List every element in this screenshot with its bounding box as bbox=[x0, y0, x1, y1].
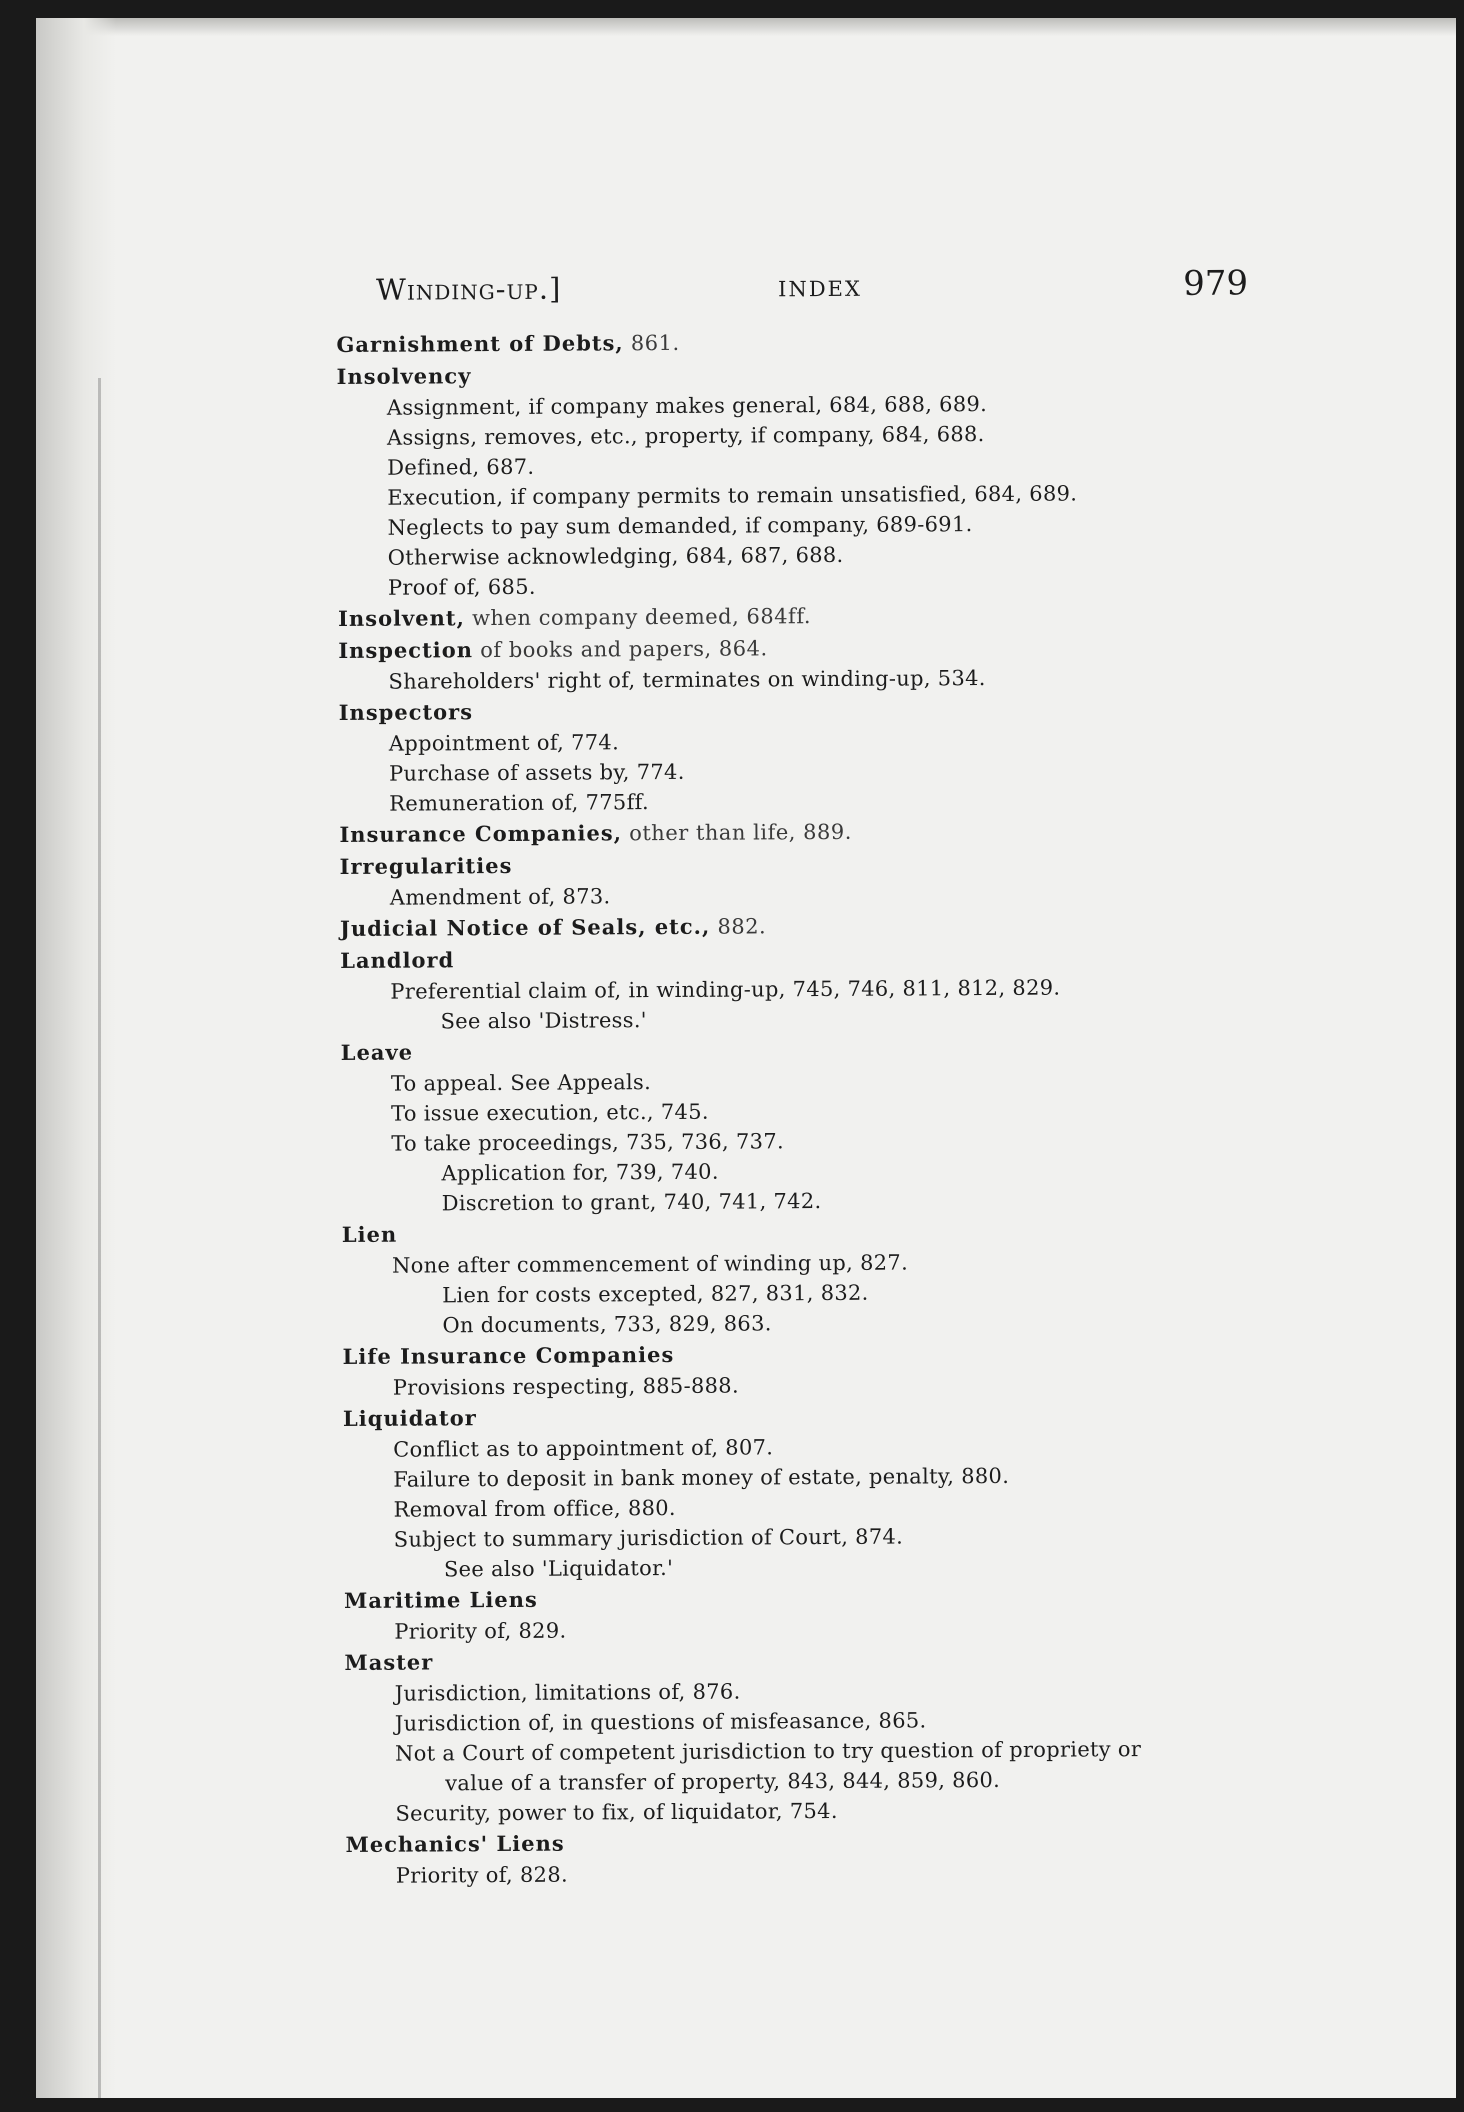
heading-reference: other than life, 889. bbox=[621, 819, 852, 846]
heading-reference: of books and papers, 864. bbox=[472, 636, 768, 663]
index-subentry: Security, power to fix, of liquidator, 754. bbox=[395, 1798, 838, 1826]
index-subentry: Proof of, 685. bbox=[387, 574, 536, 600]
index-subentry: Defined, 687. bbox=[387, 454, 535, 480]
index-subsubentry: See also 'Distress.' bbox=[440, 1008, 647, 1034]
index-subentry: Execution, if company permits to remain unsatisfied, 684, 689. bbox=[387, 481, 1078, 510]
heading-term: Life Insurance Companies bbox=[342, 1341, 675, 1369]
heading-term: Judicial Notice of Seals, etc., bbox=[339, 913, 711, 941]
index-subentry: Priority of, 829. bbox=[394, 1618, 567, 1644]
running-head: Winding-up.] bbox=[375, 271, 562, 307]
heading-term: Irregularities bbox=[339, 852, 513, 879]
index-subentry: Jurisdiction, limitations of, 876. bbox=[394, 1679, 741, 1706]
index-subsubentry: Discretion to grant, 740, 741, 742. bbox=[441, 1189, 822, 1216]
index-subentry: Removal from office, 880. bbox=[393, 1495, 676, 1522]
index-subentry: Otherwise acknowledging, 684, 687, 688. bbox=[387, 542, 844, 570]
page-header bbox=[336, 263, 1256, 329]
page-top-shadow bbox=[36, 18, 1456, 36]
index-subsubentry: value of a transfer of property, 843, 844, 859, 860. bbox=[445, 1767, 1001, 1796]
heading-term: Master bbox=[344, 1649, 434, 1675]
index-subentry: Not a Court of competent jurisdiction to try question of propriety or bbox=[394, 1737, 1142, 1766]
index-subentry: Purchase of assets by, 774. bbox=[388, 759, 685, 786]
index-subentry: To issue execution, etc., 745. bbox=[391, 1099, 709, 1126]
index-subentry: Neglects to pay sum demanded, if company, 689-691. bbox=[387, 512, 973, 540]
index-subentry: Failure to deposit in bank money of estate, penalty, 880. bbox=[393, 1463, 1010, 1492]
heading-term: Inspection bbox=[338, 637, 474, 663]
index-subentry: None after commencement of winding up, 827. bbox=[391, 1250, 909, 1278]
heading-term: Inspectors bbox=[338, 699, 474, 725]
heading-term: Lien bbox=[341, 1221, 398, 1247]
index-subentry: Appointment of, 774. bbox=[388, 730, 620, 756]
page-number: 979 bbox=[1183, 263, 1249, 304]
section-title: INDEX bbox=[778, 276, 862, 302]
index-entries bbox=[336, 323, 1266, 1891]
heading-term: Landlord bbox=[340, 947, 455, 973]
heading-term: Insolvent, bbox=[338, 605, 465, 631]
heading-term: Insolvency bbox=[336, 363, 472, 389]
heading-term: Mechanics' Liens bbox=[345, 1830, 565, 1857]
index-subentry: Assignment, if company makes general, 684, 688, 689. bbox=[386, 392, 988, 420]
index-subentry: Conflict as to appointment of, 807. bbox=[393, 1435, 774, 1462]
index-subsubentry: Lien for costs excepted, 827, 831, 832. bbox=[442, 1280, 869, 1308]
binding-edge bbox=[98, 378, 101, 2098]
index-subentry: To appeal. See Appeals. bbox=[390, 1070, 652, 1096]
index-subentry: Preferential claim of, in winding-up, 745, 746, 811, 812, 829. bbox=[390, 975, 1061, 1004]
index-subentry: Jurisdiction of, in questions of misfeasance, 865. bbox=[394, 1708, 927, 1736]
heading-reference: when company deemed, 684ff. bbox=[464, 604, 812, 631]
heading-term: Liquidator bbox=[342, 1405, 477, 1431]
index-subentry: Subject to summary jurisdiction of Court, 874. bbox=[393, 1524, 904, 1552]
index-subsubentry: See also 'Liquidator.' bbox=[443, 1555, 674, 1582]
index-subentry: To take proceedings, 735, 736, 737. bbox=[391, 1129, 784, 1156]
index-subentry: Remuneration of, 775ff. bbox=[389, 790, 649, 816]
scanned-page bbox=[36, 18, 1456, 2098]
heading-term: Garnishment of Debts, bbox=[336, 330, 624, 357]
heading-reference: 861. bbox=[623, 330, 680, 356]
heading-term: Leave bbox=[340, 1039, 414, 1065]
binding-shadow bbox=[36, 18, 116, 2098]
index-subentry: Shareholders' right of, terminates on winding-up, 534. bbox=[388, 666, 986, 694]
index-subentry: Assigns, removes, etc., property, if company, 684, 688. bbox=[386, 422, 985, 450]
index-text-block bbox=[336, 263, 1266, 1891]
index-subsubentry: Application for, 739, 740. bbox=[441, 1159, 719, 1186]
index-subentry: Priority of, 828. bbox=[395, 1862, 569, 1888]
index-subentry: Amendment of, 873. bbox=[389, 884, 611, 910]
index-subentry: Provisions respecting, 885-888. bbox=[392, 1373, 739, 1400]
heading-reference: 882. bbox=[710, 914, 767, 939]
heading-term: Maritime Liens bbox=[344, 1586, 538, 1613]
index-subsubentry: On documents, 733, 829, 863. bbox=[442, 1311, 772, 1338]
heading-term: Insurance Companies, bbox=[339, 820, 623, 847]
